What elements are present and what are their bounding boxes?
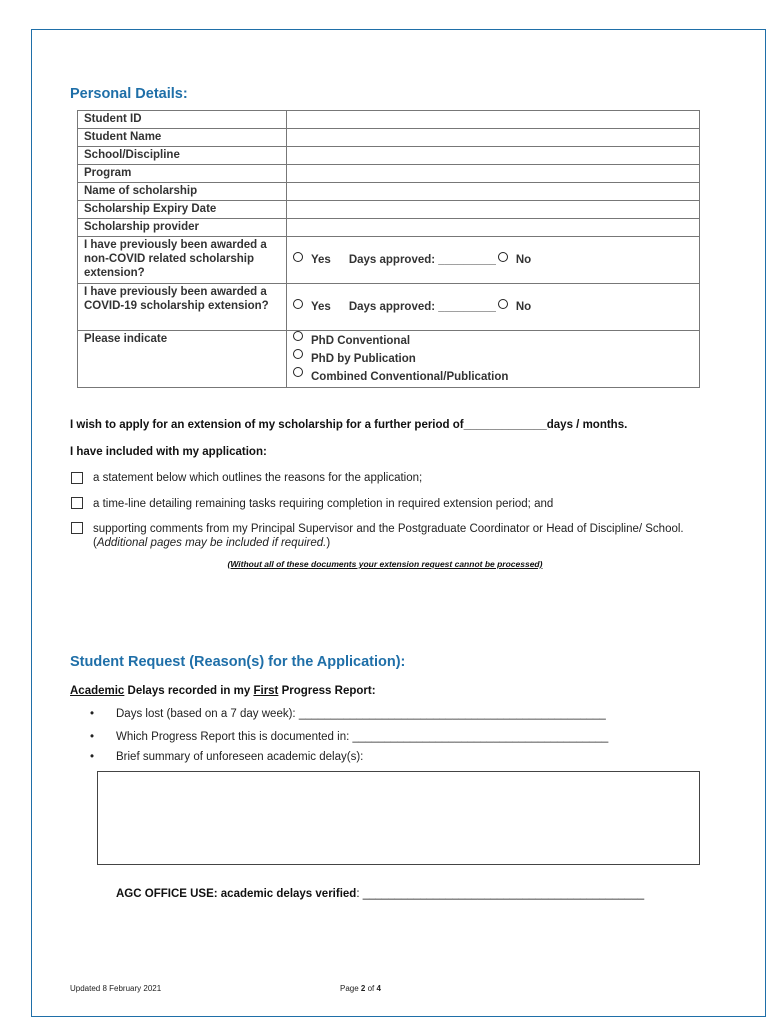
phd-conventional-option bbox=[293, 332, 693, 350]
delay-summary-textbox[interactable] bbox=[97, 771, 700, 865]
program-label: Program bbox=[78, 165, 287, 183]
academic-delays-heading bbox=[70, 685, 376, 697]
table-row bbox=[78, 147, 700, 165]
page-of: of bbox=[365, 984, 377, 993]
table-row bbox=[78, 331, 700, 388]
list-item bbox=[90, 751, 363, 763]
phd-publication-label: PhD by Publication bbox=[311, 353, 416, 365]
scholarship-provider-field[interactable] bbox=[287, 219, 700, 237]
table-row bbox=[78, 165, 700, 183]
agc-label: AGC OFFICE USE: academic delays verified bbox=[116, 888, 357, 900]
extension-period-blank[interactable]: _____________ bbox=[463, 419, 547, 431]
apply-sentence-end: days / months. bbox=[546, 419, 628, 431]
progress-report-text: Progress Report: bbox=[278, 685, 376, 697]
student-name-field[interactable] bbox=[287, 129, 700, 147]
covid-no-label: No bbox=[515, 301, 532, 313]
noncovid-yes-label: Yes bbox=[311, 254, 331, 266]
phd-publication-radio[interactable] bbox=[293, 349, 303, 359]
statement-checkbox[interactable] bbox=[71, 472, 83, 484]
statement-checkbox-label: a statement below which outlines the reasons for the application; bbox=[93, 472, 423, 484]
covid-extension-options bbox=[293, 285, 693, 329]
table-row bbox=[78, 111, 700, 129]
list-item bbox=[90, 731, 608, 743]
table-row bbox=[78, 237, 700, 284]
student-id-label: Student ID bbox=[78, 111, 287, 129]
supporting-comments-checkbox[interactable] bbox=[71, 522, 83, 534]
progress-report-line[interactable]: Which Progress Report this is documented in: ________________________________________ bbox=[116, 731, 609, 743]
supporting-comments-label bbox=[93, 522, 705, 550]
personal-details-heading: Personal Details: bbox=[70, 86, 188, 102]
summary-prompt: Brief summary of unforeseen academic delay(s): bbox=[116, 751, 364, 763]
scholarship-name-field[interactable] bbox=[287, 183, 700, 201]
covid-yes-label: Yes bbox=[311, 301, 331, 313]
school-discipline-label: School/Discipline bbox=[78, 147, 287, 165]
covid-yes-radio[interactable] bbox=[293, 299, 303, 309]
scholarship-provider-label: Scholarship provider bbox=[78, 219, 287, 237]
supporting-comments-text: supporting comments from my Principal Supervisor and the Postgraduate Coordinator or Head of Discipline/ School. ( bbox=[93, 523, 684, 549]
bullet-icon: • bbox=[90, 731, 95, 743]
combined-option bbox=[293, 368, 693, 386]
included-heading: I have included with my application: bbox=[70, 446, 267, 458]
covid-no-radio[interactable] bbox=[498, 299, 508, 309]
covid-extension-label: I have previously been awarded a COVID-19 scholarship extension? bbox=[78, 284, 287, 331]
page-total: 4 bbox=[376, 984, 381, 993]
footer-page-number bbox=[340, 984, 381, 993]
timeline-checkbox-label: a time-line detailing remaining tasks requiring completion in required extension period; and bbox=[93, 498, 554, 510]
please-indicate-label: Please indicate bbox=[78, 331, 287, 388]
apply-sentence-start: I wish to apply for an extension of my scholarship for a further period of bbox=[70, 419, 464, 431]
phd-publication-option bbox=[293, 350, 693, 368]
first-word: First bbox=[253, 685, 279, 697]
covid-days-approved: Days approved: _________ bbox=[348, 301, 496, 313]
agc-office-use bbox=[116, 888, 644, 900]
noncovid-yes-radio[interactable] bbox=[293, 252, 303, 262]
academic-word: Academic bbox=[70, 685, 125, 697]
program-field[interactable] bbox=[287, 165, 700, 183]
scholarship-expiry-field[interactable] bbox=[287, 201, 700, 219]
documents-required-note: (Without all of these documents your extension request cannot be processed) bbox=[227, 559, 543, 569]
additional-pages-note: Additional pages may be included if required. bbox=[96, 537, 327, 549]
timeline-checkbox[interactable] bbox=[71, 497, 83, 509]
noncovid-no-label: No bbox=[515, 254, 532, 266]
table-row bbox=[78, 284, 700, 331]
noncovid-extension-label: I have previously been awarded a non-COVID related scholarship extension? bbox=[78, 237, 287, 284]
page-prefix: Page bbox=[340, 984, 361, 993]
student-id-field[interactable] bbox=[287, 111, 700, 129]
days-lost-line[interactable]: Days lost (based on a 7 day week): ________________________________________________ bbox=[116, 708, 606, 720]
scholarship-name-label: Name of scholarship bbox=[78, 183, 287, 201]
table-row bbox=[78, 183, 700, 201]
personal-details-table bbox=[77, 110, 700, 388]
table-row bbox=[78, 129, 700, 147]
agc-verified-line[interactable]: : ____________________________________________ bbox=[356, 888, 645, 900]
student-name-label: Student Name bbox=[78, 129, 287, 147]
apply-sentence bbox=[70, 419, 627, 431]
delays-text: Delays recorded in my bbox=[124, 685, 254, 697]
list-item bbox=[90, 708, 606, 720]
combined-label: Combined Conventional/Publication bbox=[311, 371, 509, 383]
page-current: 2 bbox=[360, 984, 366, 993]
noncovid-days-approved: Days approved: _________ bbox=[348, 254, 496, 266]
bullet-icon: • bbox=[90, 708, 95, 720]
scholarship-expiry-label: Scholarship Expiry Date bbox=[78, 201, 287, 219]
table-row bbox=[78, 201, 700, 219]
noncovid-extension-options bbox=[293, 238, 693, 282]
phd-conventional-radio[interactable] bbox=[293, 331, 303, 341]
supporting-comments-close: ) bbox=[326, 537, 331, 549]
student-request-heading: Student Request (Reason(s) for the Application): bbox=[70, 654, 406, 670]
noncovid-no-radio[interactable] bbox=[498, 252, 508, 262]
table-row bbox=[78, 219, 700, 237]
school-discipline-field[interactable] bbox=[287, 147, 700, 165]
phd-conventional-label: PhD Conventional bbox=[311, 335, 411, 347]
footer-updated: Updated 8 February 2021 bbox=[70, 984, 162, 993]
combined-radio[interactable] bbox=[293, 367, 303, 377]
bullet-icon: • bbox=[90, 751, 95, 763]
